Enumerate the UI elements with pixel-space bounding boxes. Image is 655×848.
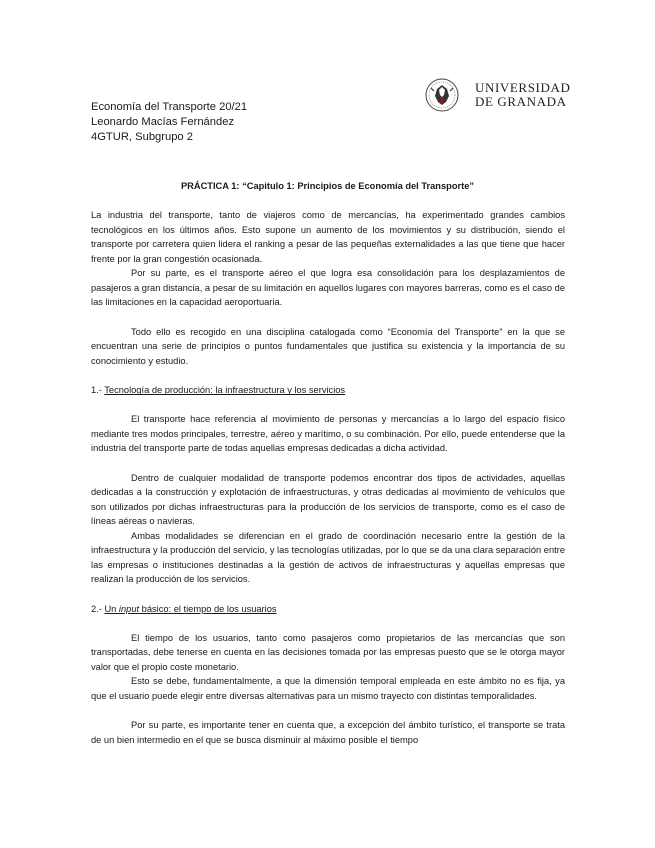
logo-line-1: UNIVERSIDAD xyxy=(475,80,571,95)
intro-paragraph-3: Todo ello es recogido en una disciplina catalogada como “Economía del Transporte” en la que se encuentran una serie de principios o puntos fundamentales que justifica su existencia y la importancia de su conocimiento y estudio. xyxy=(91,326,565,366)
section-1-number: 1.- xyxy=(91,385,105,396)
document-body xyxy=(91,208,565,747)
university-crest-icon xyxy=(425,78,459,112)
section-2-number: 2.- xyxy=(91,604,105,615)
section-2-paragraph-2: Esto se debe, fundamentalmente, a que la dimensión temporal empleada en este ámbito no es fija, ya que el usuario puede elegir entre diversas alternativas para un mismo trayecto con distintas temporalidades. xyxy=(91,676,565,701)
section-2-paragraph-1: El tiempo de los usuarios, tanto como pasajeros como propietarios de las mercancías que son transportadas, debe tenerse en cuenta en las decisiones tomada por las empresas puesto que se le otorga mayor valor que el propio coste monetario. xyxy=(91,632,565,672)
section-2-title-post: básico: el tiempo de los usuarios xyxy=(139,604,277,615)
group-label: 4GTUR, Subgrupo 2 xyxy=(91,131,193,143)
title-rest: : “Capitulo 1: Principios de Economía del Transporte” xyxy=(236,181,475,191)
section-1-heading xyxy=(91,383,565,398)
section-2-title xyxy=(104,604,276,614)
logo-line-2: DE GRANADA xyxy=(475,94,567,109)
section-1-paragraph-3: Ambas modalidades se diferencian en el grado de coordinación necesario entre la gestión de la infraestructura y la producción del servicio, y las tecnologías utilizadas, por lo que se da una clara separación entre las empresas o instituciones destinadas a la gestión de activos de infraestructuras y aquellas empresas que realizan la producción de los servicios. xyxy=(91,530,565,585)
section-1-title: Tecnología de producción: la infraestructura y los servicios xyxy=(104,385,346,396)
section-2-paragraph-3: Por su parte, es importante tener en cuenta que, a excepción del ámbito turístico, el transporte se trata de un bien intermedio en el que se busca disminuir al máximo posible el tiempo xyxy=(91,720,565,745)
section-2-title-pre: Un xyxy=(104,604,119,615)
page-title xyxy=(0,181,655,191)
course-name: Economía del Transporte 20/21 xyxy=(91,101,248,113)
intro-paragraph-1: La industria del transporte, tanto de viajeros como de mercancías, ha experimentado grandes cambios tecnológicos en los últimos años. Esto supone un aumento de los movimientos y su distribución, siendo el transporte por carretera quien lidera el ranking a pesar de las pequeñas externalidades a las que tiene que hacer frente por la gran congestión ocasionada. xyxy=(91,210,565,264)
section-1-paragraph-1: El transporte hace referencia al movimiento de personas y mercancías a lo largo del espacio físico mediante tres modos principales, terrestre, aéreo y marítimo, o su combinación. Por ello, puede entenderse que la industria del transporte parte de todas aquellas empresas dedicadas a dicha actividad. xyxy=(91,414,565,454)
title-lead: PRÁCTICA 1 xyxy=(180,181,237,191)
section-1-paragraph-2: Dentro de cualquier modalidad de transporte podemos encontrar dos tipos de actividades, aquellas dedicadas a la construcción y explotación de infraestructuras, y otras dedicadas al movimiento de vehículos que son utilizados por dichas infraestructuras para la producción de los servicios de transporte, como es el caso de líneas aéreas o navieras. xyxy=(91,472,565,527)
university-logo xyxy=(425,78,571,112)
section-2-title-em: input xyxy=(118,604,140,615)
section-2-heading xyxy=(91,602,565,617)
document-header xyxy=(91,100,247,145)
author-name: Leonardo Macías Fernández xyxy=(91,116,235,128)
intro-paragraph-2: Por su parte, es el transporte aéreo el que logra esa consolidación para los desplazamientos de pasajeros a gran distancia, a pesar de su limitación en aquellos lugares con mayores barreras, como es el caso de las limitaciones en la capacidad aeroportuaria. xyxy=(91,268,565,308)
